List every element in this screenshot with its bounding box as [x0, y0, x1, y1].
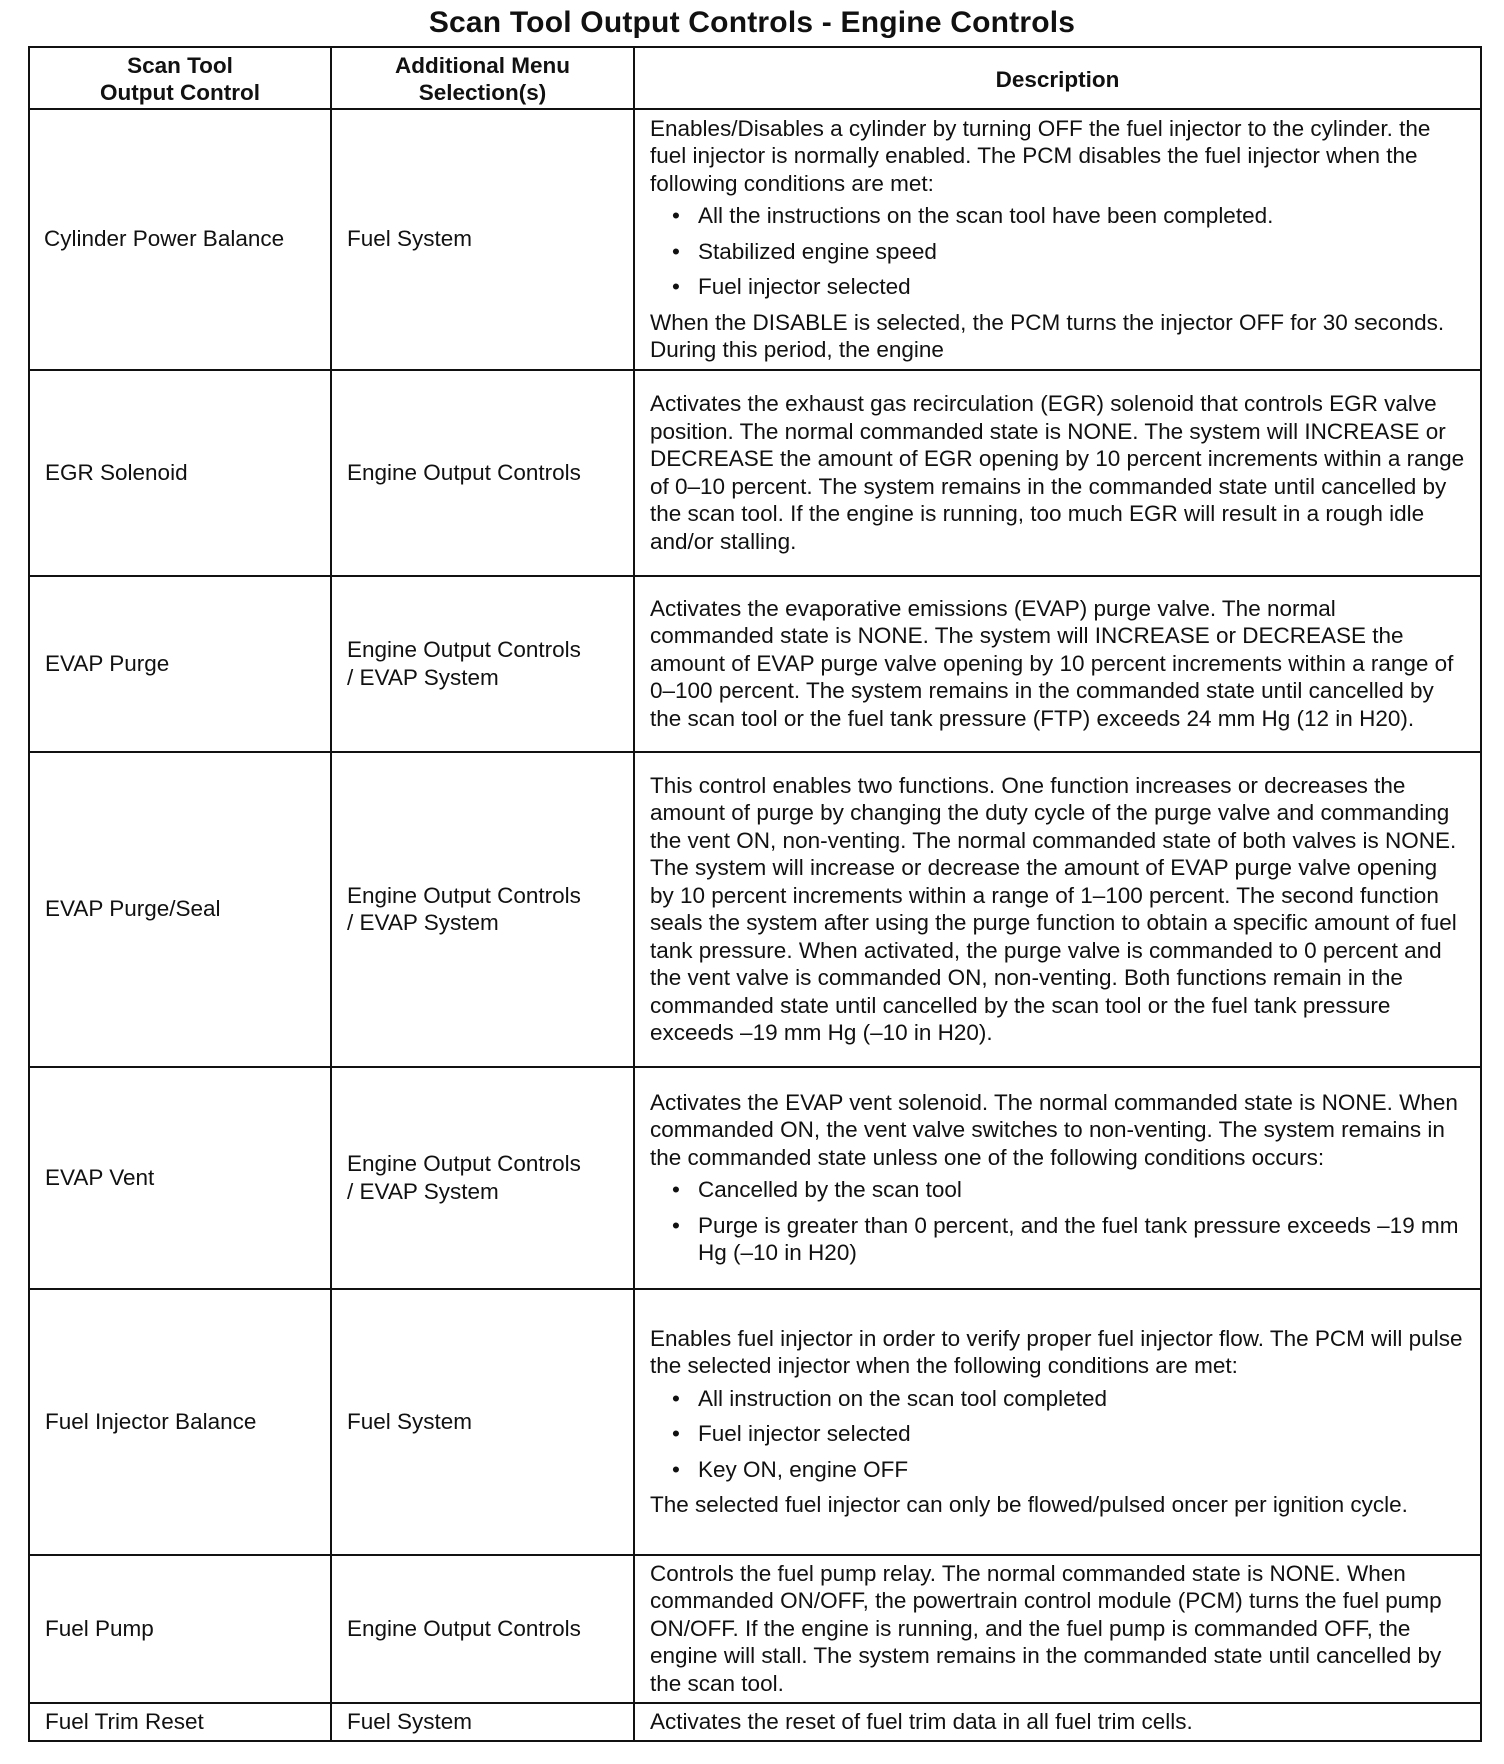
list-item: [650, 1420, 1465, 1448]
header-scan-tool-output-control: [29, 47, 331, 109]
table-row: [29, 1289, 1481, 1555]
table-row: [29, 1703, 1481, 1741]
bullet-icon: •: [672, 1456, 680, 1482]
description-text: Activates the evaporative emissions (EVAP) purge valve. The normal commanded state is NONE. The system will INCREASE or DECREASE the amount of EVAP purge valve opening by 10 percent increments within a range of 0–100 percent. The system remains in the commanded state until cancelled by the scan tool or the fuel tank pressure (FTP) exceeds 24 mm Hg (12 in H20).: [650, 595, 1454, 731]
bullet-icon: •: [672, 1212, 680, 1238]
control-cell: Fuel Trim Reset: [29, 1703, 331, 1741]
bullet-icon: •: [672, 1385, 680, 1411]
list-item: [650, 1456, 1465, 1484]
list-item: [650, 202, 1465, 230]
menu-cell: [331, 752, 634, 1067]
list-item: [650, 1212, 1465, 1267]
table-row: [29, 752, 1481, 1067]
menu-line: Fuel System: [347, 1709, 473, 1735]
list-item-text: Cancelled by the scan tool: [698, 1177, 962, 1202]
list-item-text: All the instructions on the scan tool have been completed.: [698, 203, 1274, 228]
control-cell: Fuel Injector Balance: [29, 1289, 331, 1555]
control-cell: Fuel Pump: [29, 1555, 331, 1703]
list-item: [650, 238, 1465, 266]
control-cell: EVAP Purge/Seal: [29, 752, 331, 1067]
list-item-text: Key ON, engine OFF: [698, 1456, 909, 1482]
page-title: Scan Tool Output Controls - Engine Controls: [428, 6, 1076, 39]
bullet-icon: •: [672, 203, 680, 228]
description-cell: [634, 1555, 1481, 1703]
table-row: [29, 576, 1481, 752]
bullet-icon: •: [672, 238, 680, 264]
list-item: [650, 1385, 1465, 1413]
header-additional-menu-selections: [331, 47, 634, 109]
menu-cell: [331, 1703, 634, 1741]
list-item-text: Purge is greater than 0 percent, and the fuel tank pressure exceeds –19 mm Hg (–10 in H20): [698, 1212, 1459, 1265]
table-row: [29, 1555, 1481, 1703]
description-text: Controls the fuel pump relay. The normal commanded state is NONE. When commanded ON/OFF, the powertrain control module (PCM) turns the fuel pump ON/OFF. If the engine is running, and the fuel pump is commanded OFF, the engine will stall. The system remains in the commanded state until cancelled by the scan tool.: [650, 1560, 1442, 1696]
bullet-icon: •: [672, 1421, 680, 1446]
table-row: [29, 1067, 1481, 1289]
description-cell: [634, 1067, 1481, 1289]
menu-line: / EVAP System: [347, 664, 499, 690]
condition-list: [650, 202, 1465, 301]
control-cell: EVAP Vent: [29, 1067, 331, 1289]
description-text: Activates the EVAP vent solenoid. The normal commanded state is NONE. When commanded ON, the vent valve switches to non-venting. The system remains in the commanded state unless one of the following conditions occurs:: [650, 1089, 1458, 1170]
list-item: [650, 273, 1465, 301]
output-controls-table: [28, 46, 1482, 1742]
list-item-text: Fuel injector selected: [698, 274, 911, 299]
list-item: [650, 1176, 1465, 1204]
condition-list: [650, 1176, 1465, 1267]
menu-line: / EVAP System: [347, 910, 499, 935]
header-col1-line1: Scan Tool: [127, 53, 233, 78]
menu-line: Engine Output Controls: [347, 637, 581, 662]
list-item-text: Stabilized engine speed: [698, 238, 937, 264]
menu-line: / EVAP System: [347, 1178, 499, 1204]
description-cell: [634, 576, 1481, 752]
bullet-icon: •: [672, 1177, 680, 1202]
menu-line: Fuel System: [347, 1408, 473, 1434]
header-description: Description: [634, 47, 1481, 109]
control-cell: EVAP Purge: [29, 576, 331, 752]
menu-line: Engine Output Controls: [347, 1615, 581, 1641]
description-cell: [634, 1289, 1481, 1555]
description-cell: [634, 1703, 1481, 1741]
menu-cell: [331, 109, 634, 370]
table-row: [29, 109, 1481, 370]
description-note: The selected fuel injector can only be flowed/pulsed oncer per ignition cycle.: [650, 1492, 1408, 1517]
menu-line: Engine Output Controls: [347, 882, 581, 908]
menu-cell: [331, 1555, 634, 1703]
table-header-row: [29, 47, 1481, 109]
description-text: Enables/Disables a cylinder by turning OFF the fuel injector to the cylinder. the fuel injector is normally enabled. The PCM disables the fuel injector when the following conditions are met:: [650, 115, 1431, 196]
list-item-text: All instruction on the scan tool completed: [698, 1385, 1107, 1411]
description-cell: [634, 752, 1481, 1067]
bullet-icon: •: [672, 274, 680, 299]
list-item-text: Fuel injector selected: [698, 1421, 911, 1446]
menu-line: Fuel System: [347, 226, 473, 252]
condition-list: [650, 1385, 1465, 1484]
menu-cell: [331, 1067, 634, 1289]
description-text: Activates the reset of fuel trim data in all fuel trim cells.: [650, 1709, 1193, 1735]
description-text: Enables fuel injector in order to verify proper fuel injector flow. The PCM will pulse the selected injector when the following conditions are met:: [650, 1325, 1463, 1378]
menu-cell: [331, 576, 634, 752]
header-col2-line1: Additional Menu: [395, 53, 570, 78]
control-cell: Cylinder Power Balance: [29, 109, 331, 370]
description-text: Activates the exhaust gas recirculation (EGR) solenoid that controls EGR valve position. The normal commanded state is NONE. The system will INCREASE or DECREASE the amount of EGR opening by 10 percent increments within a range of 0–10 percent. The system remains in the commanded state until cancelled by the scan tool. If the engine is running, too much EGR will result in a rough idle and/or stalling.: [650, 391, 1465, 554]
table-row: [29, 370, 1481, 576]
description-text: This control enables two functions. One function increases or decreases the amount of purge by changing the duty cycle of the purge valve and commanding the vent ON, non-venting. The normal commanded state of both valves is NONE. The system will increase or decrease the amount of EVAP purge valve opening by 10 percent increments within a range of 1–100 percent. The second function seals the system after using the purge function to obtain a specific amount of fuel tank pressure. When activated, the purge valve is commanded to 0 percent and the vent valve is commanded ON, non-venting. Both functions remain in the commanded state until cancelled by the scan tool or the fuel tank pressure exceeds –19 mm Hg (–10 in H20).: [650, 772, 1457, 1045]
header-col1-line2: Output Control: [100, 80, 260, 105]
header-col2-line2: Selection(s): [418, 80, 547, 105]
menu-cell: [331, 370, 634, 576]
description-note: When the DISABLE is selected, the PCM turns the injector OFF for 30 seconds. During this period, the engine: [650, 309, 1445, 362]
description-cell: [634, 109, 1481, 370]
menu-cell: [331, 1289, 634, 1555]
description-cell: [634, 370, 1481, 576]
menu-line: Engine Output Controls: [347, 459, 581, 485]
control-cell: EGR Solenoid: [29, 370, 331, 576]
menu-line: Engine Output Controls: [347, 1151, 581, 1176]
